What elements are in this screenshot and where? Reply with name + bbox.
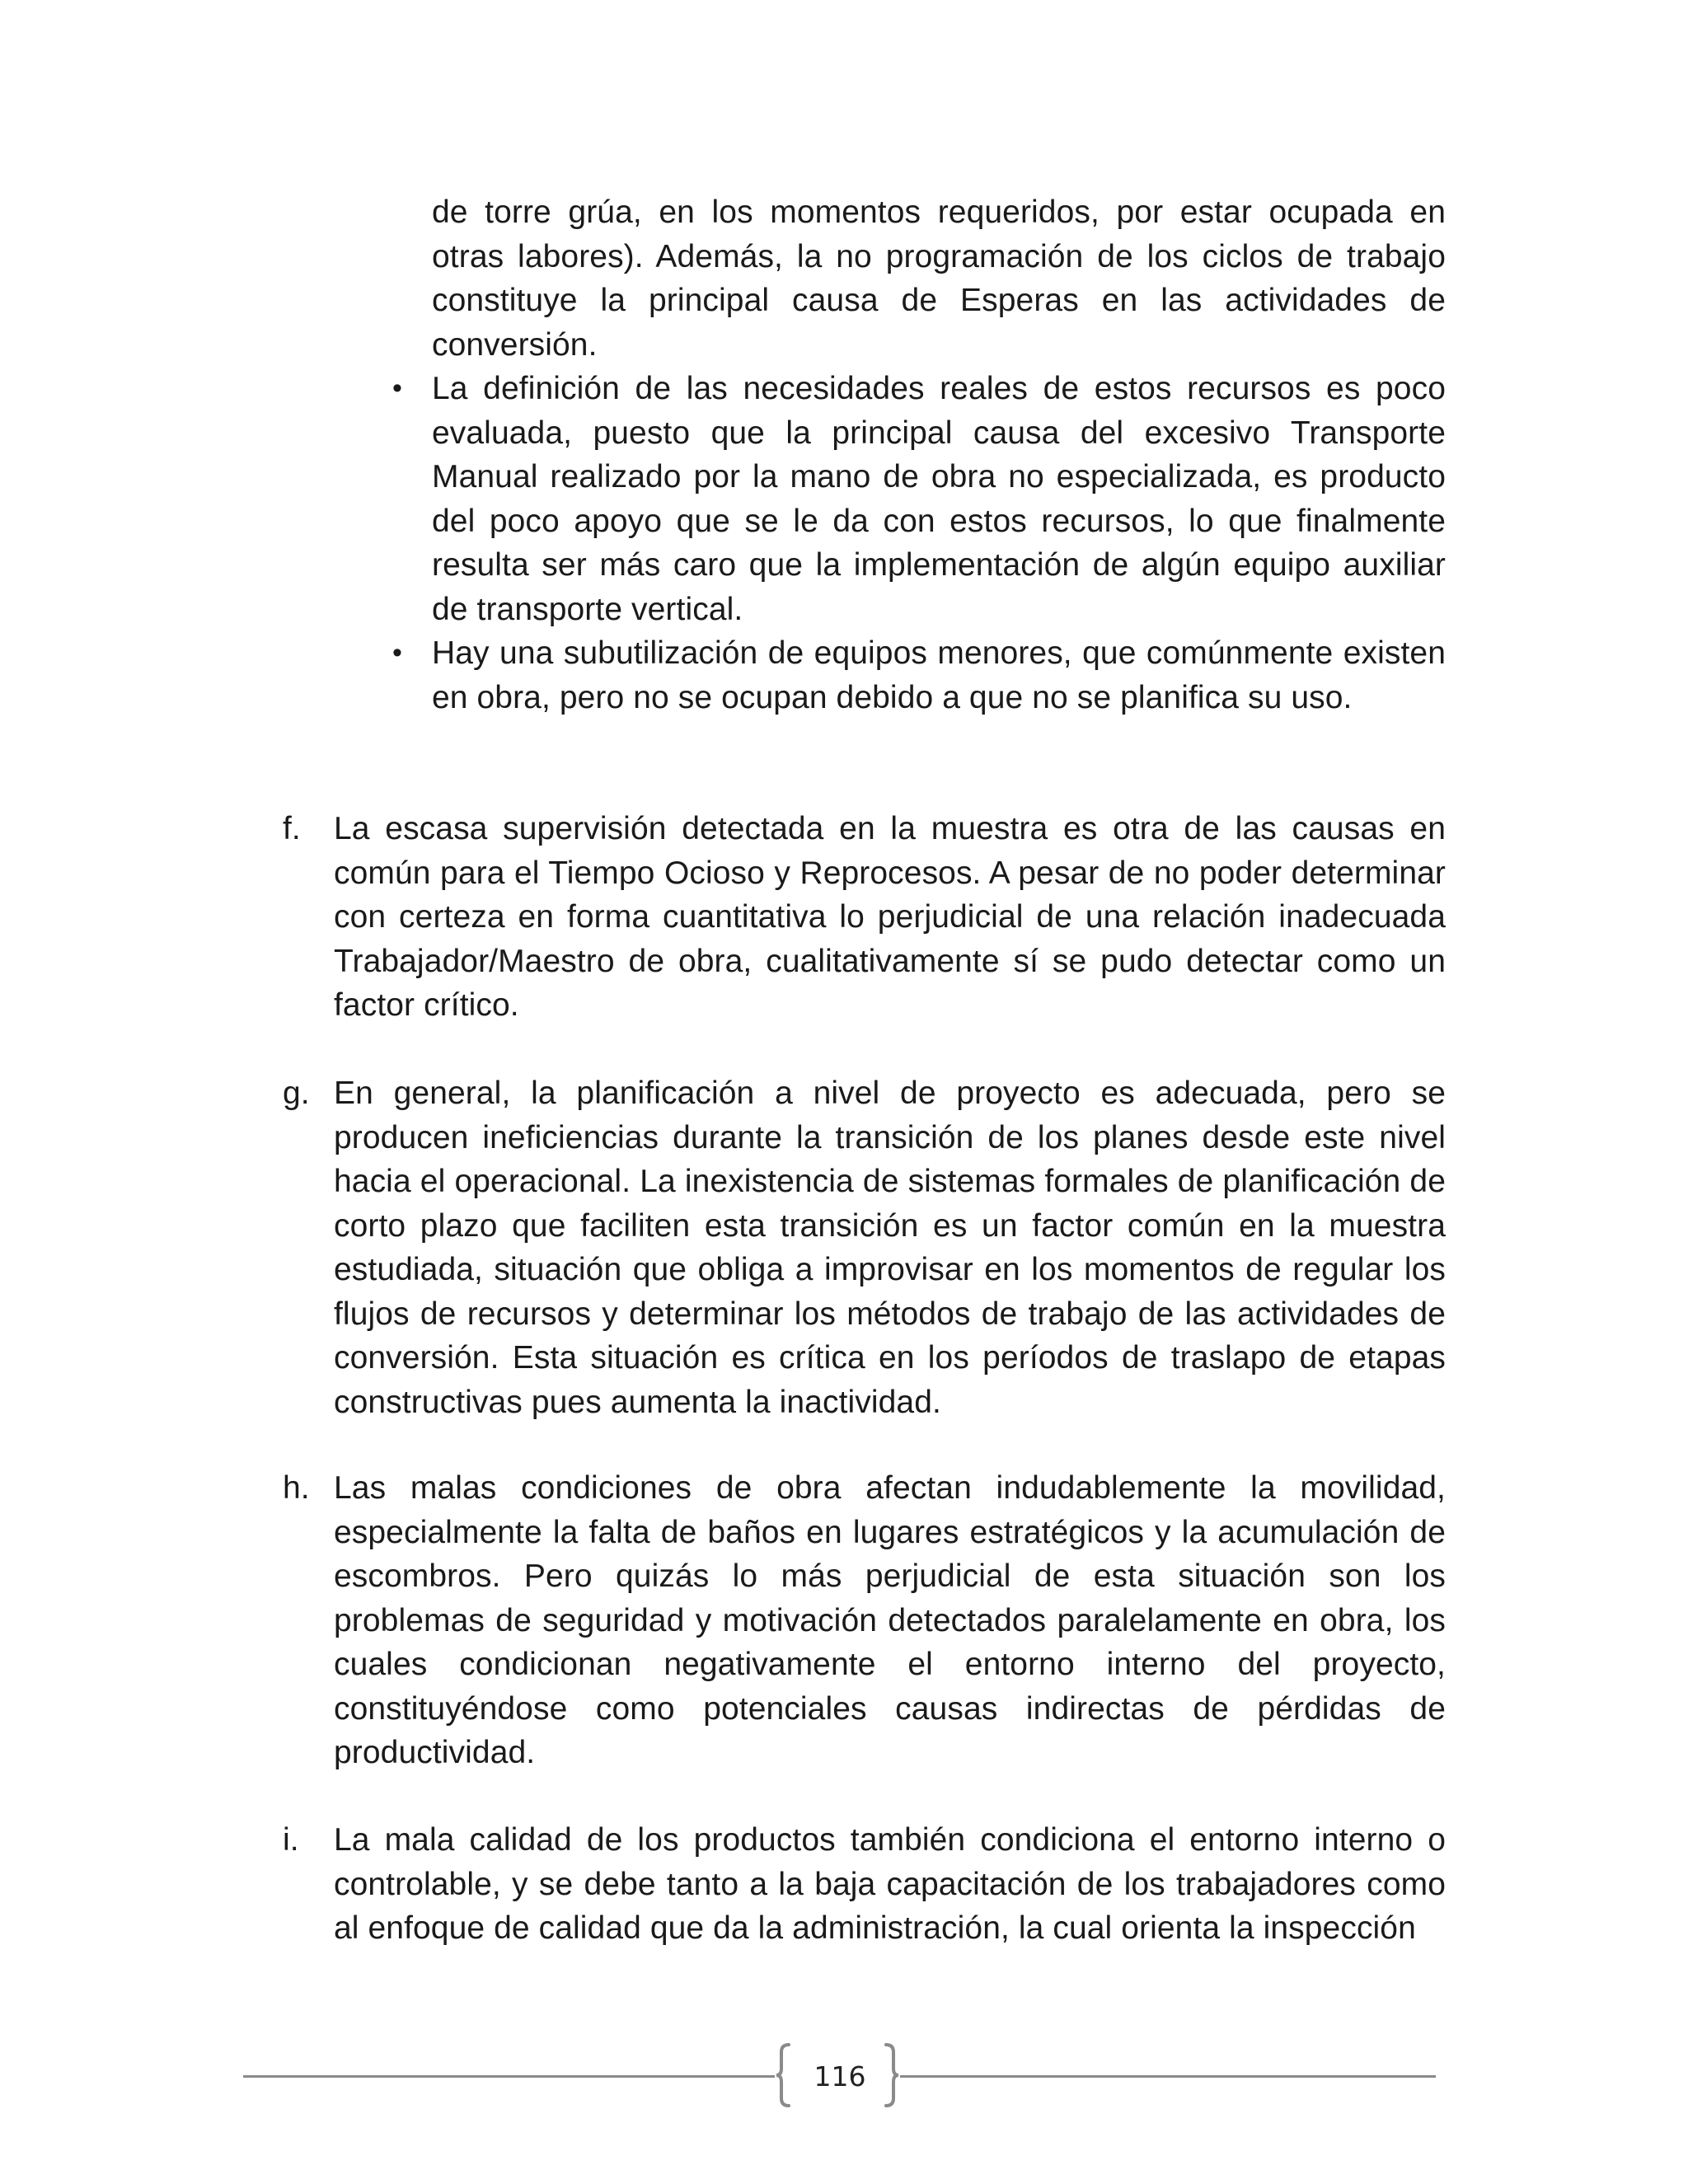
list-text: La escasa supervisión detectada en la muestra es otra de las causas en común para el Tiempo Ocioso y Reprocesos. A pesar de no poder determinar con certeza en forma cuantitativa lo perjudicial de una relación inadecuada Trabajador/Maestro de obra, cualitativamente sí se pudo detectar como un factor crítico. [334, 811, 1446, 1023]
list-item-g [283, 1071, 1446, 1424]
bullet-marker: • [392, 373, 402, 404]
list-text: Las malas condiciones de obra afectan indudablemente la movilidad, especialmente la falta de baños en lugares estratégicos y la acumulación de escombros. Pero quizás lo más perjudicial de esta situación son los problemas de seguridad y motivación detectados paralelamente en obra, los cuales condicionan negativamente el entorno interno del proyecto, constituyéndose como potenciales causas indirectas de pérdidas de productividad. [334, 1470, 1446, 1770]
list-item-i [283, 1818, 1446, 1951]
bullet-item [392, 367, 1446, 631]
continuation-paragraph: de torre grúa, en los momentos requeridos, por estar ocupada en otras labores). Además, la no programación de los ciclos de trabajo constituye la principal causa de Esperas en las actividades de conversión. [432, 194, 1446, 363]
right-brace-icon [884, 2042, 900, 2108]
bullet-text: La definición de las necesidades reales de estos recursos es poco evaluada, puesto que la principal causa del excesivo Transporte Manual realizado por la mano de obra no especializada, es producto del poco apoyo que se le da con estos recursos, lo que finalmente resulta ser más caro que la implementación de algún equipo auxiliar de transporte vertical. [432, 371, 1446, 627]
list-letter: f. [283, 811, 301, 846]
page-footer [0, 2036, 1688, 2110]
bullet-text: Hay una subutilización de equipos menores, que comúnmente existen en obra, pero no se ocupan debido a que no se planifica su uso. [432, 635, 1446, 715]
list-text: La mala calidad de los productos también condiciona el entorno interno o controlable, y se debe tanto a la baja capacitación de los trabajadores como al enfoque de calidad que da la administración, la cual orienta la inspección [334, 1822, 1446, 1946]
list-letter: i. [283, 1822, 299, 1858]
bullet-item [392, 631, 1446, 719]
list-letter: g. [283, 1076, 310, 1111]
page-number: 116 [814, 2060, 866, 2093]
footer-rule-left [243, 2075, 775, 2078]
bullet-marker: • [392, 637, 402, 668]
list-letter: h. [283, 1470, 310, 1506]
list-text: En general, la planificación a nivel de proyecto es adecuada, pero se producen ineficiencias durante la transición de los planes desde este nivel hacia el operacional. La inexistencia de sistemas formales de planificación de corto plazo que faciliten esta transición es un factor común en la muestra estudiada, situación que obliga a improvisar en los momentos de regular los flujos de recursos y determinar los métodos de trabajo de las actividades de conversión. Esta situación es crítica en los períodos de traslapo de etapas constructivas pues aumenta la inactividad. [334, 1076, 1446, 1420]
footer-rule-right [900, 2075, 1436, 2078]
list-item-h [283, 1466, 1446, 1775]
list-item-f [283, 807, 1446, 1028]
